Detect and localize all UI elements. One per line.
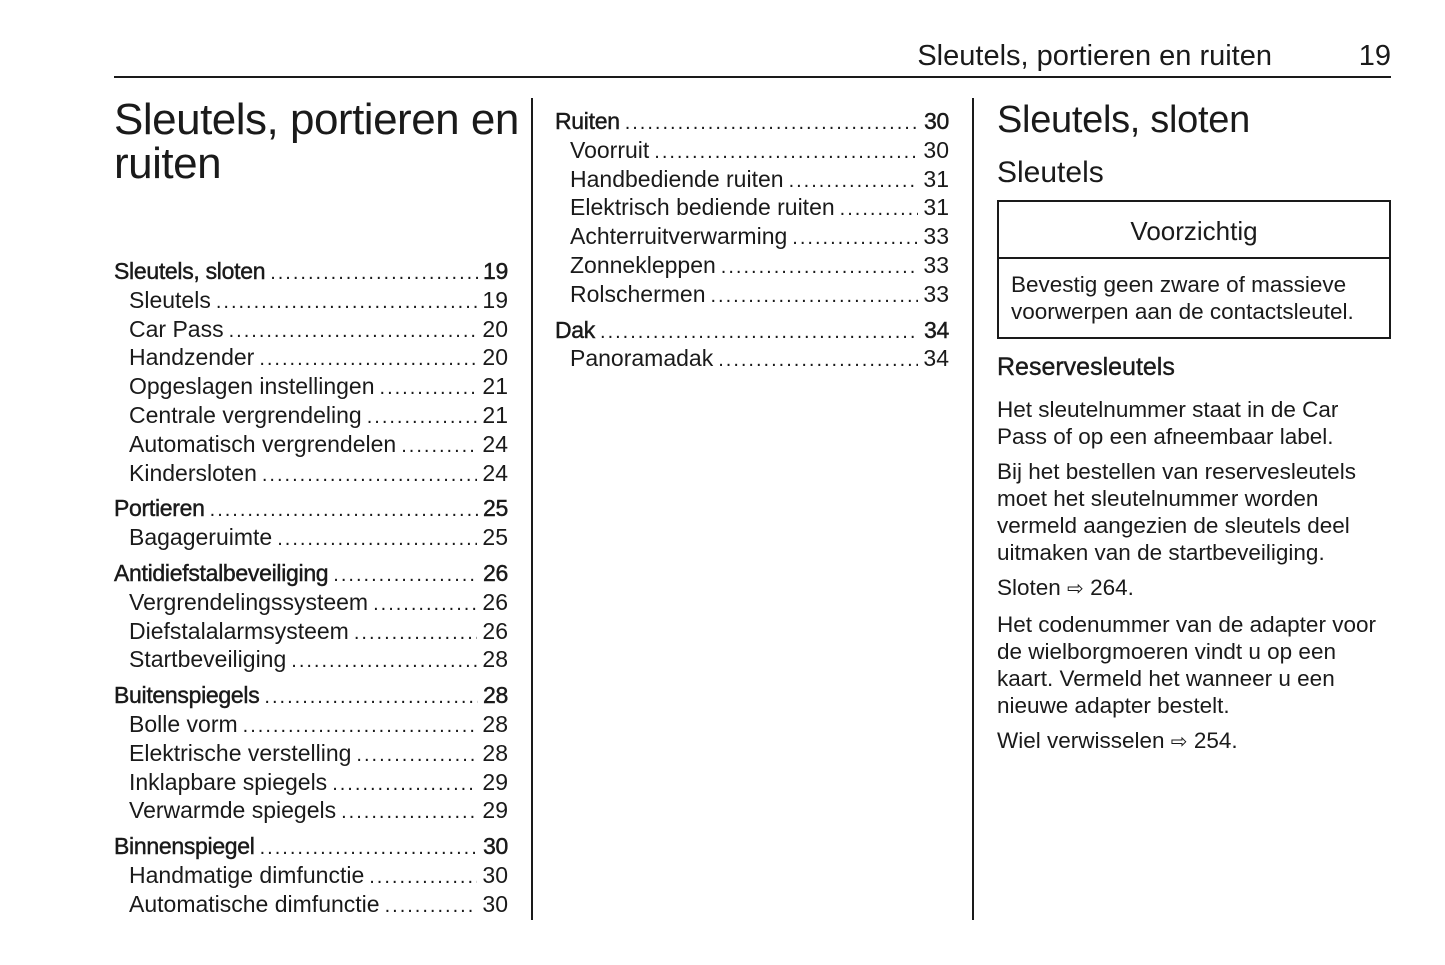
toc-leader-dots [711, 281, 919, 310]
chapter-title: Sleutels, portieren en ruiten [114, 95, 519, 188]
cross-reference[interactable] [997, 574, 1391, 603]
toc-leader-dots [354, 618, 478, 647]
toc-entry-main[interactable] [114, 682, 508, 711]
toc-entry-sub[interactable] [114, 460, 508, 489]
toc-entry-label: Car Pass [129, 315, 224, 342]
toc-leader-dots [380, 373, 478, 402]
toc-entry-sub[interactable] [114, 316, 508, 345]
toc-entry-label: Voorruit [570, 136, 650, 163]
toc-entry-page: 28 [482, 710, 508, 737]
toc-entry-sub[interactable] [555, 166, 949, 195]
toc-left-column [114, 258, 508, 927]
toc-entry-label: Elektrisch bediende ruiten [570, 194, 835, 221]
toc-group [114, 560, 508, 675]
toc-entry-main[interactable] [114, 495, 508, 524]
toc-entry-label: Ruiten [555, 108, 620, 134]
toc-entry-sub[interactable] [114, 618, 508, 647]
toc-entry-page: 19 [482, 286, 508, 313]
toc-leader-dots [792, 223, 918, 252]
toc-leader-dots [229, 316, 478, 345]
toc-leader-dots [264, 682, 478, 711]
toc-entry-page: 20 [482, 344, 508, 371]
toc-leader-dots [373, 589, 477, 618]
toc-entry-page: 26 [482, 617, 508, 644]
toc-entry-label: Verwarmde spiegels [129, 797, 337, 824]
toc-leader-dots [721, 252, 919, 281]
toc-entry-page: 30 [923, 136, 949, 163]
toc-middle-column [555, 108, 949, 381]
caution-title: Voorzichtig [999, 202, 1389, 259]
toc-entry-page: 26 [482, 588, 508, 615]
toc-entry-page: 33 [923, 280, 949, 307]
toc-leader-dots [332, 769, 477, 798]
toc-entry-label: Handzender [129, 344, 255, 371]
toc-entry-main[interactable] [555, 317, 949, 346]
toc-leader-dots [654, 137, 918, 166]
toc-entry-sub[interactable] [114, 740, 508, 769]
toc-leader-dots [333, 560, 478, 589]
column-divider-1 [531, 98, 533, 920]
toc-entry-label: Automatische dimfunctie [129, 890, 380, 917]
toc-entry-page: 34 [924, 316, 949, 343]
toc-entry-sub[interactable] [114, 769, 508, 798]
toc-leader-dots [341, 797, 477, 826]
toc-entry-label: Startbeveiliging [129, 646, 287, 673]
toc-entry-sub[interactable] [114, 797, 508, 826]
toc-entry-label: Elektrische verstelling [129, 739, 352, 766]
toc-entry-label: Kindersloten [129, 459, 257, 486]
toc-entry-page: 28 [483, 682, 508, 709]
toc-leader-dots [291, 646, 477, 675]
toc-entry-label: Handmatige dimfunctie [129, 861, 365, 888]
toc-entry-page: 30 [483, 833, 508, 860]
subsection-heading: Sleutels [997, 156, 1104, 189]
toc-entry-label: Diefstalalarmsysteem [129, 617, 349, 644]
toc-leader-dots [270, 258, 478, 287]
toc-entry-page: 26 [483, 559, 508, 586]
toc-entry-label: Bagageruimte [129, 524, 273, 551]
caution-text: Bevestig geen zware of massieve voorwerpen aan de contactsleutel. [1011, 272, 1354, 324]
toc-entry-main[interactable] [114, 833, 508, 862]
toc-entry-label: Inklapbare spiegels [129, 768, 328, 795]
page-number: 19 [1358, 40, 1391, 72]
toc-group [114, 682, 508, 826]
toc-entry-page: 28 [482, 646, 508, 673]
toc-entry-label: Panoramadak [570, 345, 714, 372]
toc-entry-main[interactable] [114, 560, 508, 589]
toc-entry-page: 34 [923, 345, 949, 372]
toc-leader-dots [210, 495, 478, 524]
toc-group [114, 495, 508, 553]
toc-entry-main[interactable] [555, 108, 949, 137]
paragraph: Het sleutelnummer staat in de Car Pass of op een afneembaar label. [997, 397, 1339, 449]
toc-entry-sub[interactable] [555, 252, 949, 281]
toc-leader-dots [401, 431, 477, 460]
toc-entry-label: Vergrendelingssysteem [129, 588, 369, 615]
toc-entry-sub[interactable] [114, 862, 508, 891]
toc-entry-page: 21 [482, 401, 508, 428]
toc-entry-label: Opgeslagen instellingen [129, 373, 375, 400]
section-content [997, 98, 1391, 764]
toc-entry-page: 24 [482, 459, 508, 486]
toc-entry-label: Handbediende ruiten [570, 165, 784, 192]
toc-leader-dots [367, 402, 478, 431]
toc-entry-sub[interactable] [114, 589, 508, 618]
toc-entry-label: Sleutels, sloten [114, 258, 266, 284]
running-header-title: Sleutels, portieren en ruiten [917, 40, 1272, 72]
toc-entry-label: Binnenspiegel [114, 833, 255, 860]
header-rule [114, 76, 1391, 78]
arrow-reference-icon: ⇨ [1067, 578, 1084, 600]
paragraph: Het codenummer van de adapter voor de wielborgmoeren vindt u op een kaart. Vermeld het wanneer u een nieuwe adapter bestelt. [997, 612, 1376, 718]
toc-entry-sub[interactable] [555, 223, 949, 252]
toc-leader-dots [262, 460, 478, 489]
toc-entry-page: 33 [923, 251, 949, 278]
toc-entry-sub[interactable] [114, 431, 508, 460]
toc-entry-sub[interactable] [555, 345, 949, 374]
toc-entry-page: 33 [923, 223, 949, 250]
toc-entry-page: 20 [482, 315, 508, 342]
toc-entry-sub[interactable] [114, 402, 508, 431]
toc-group [114, 258, 508, 488]
paragraph: Bij het bestellen van reservesleutels moet het sleutelnummer worden vermeld aangezien de sleutels deel uitmaken van de startbeveiliging. [997, 459, 1356, 565]
toc-entry-page: 28 [482, 739, 508, 766]
toc-entry-page: 24 [482, 430, 508, 457]
section-heading: Sleutels, sloten [997, 99, 1250, 141]
cross-reference-page: 254. [1193, 728, 1238, 753]
toc-entry-sub[interactable] [555, 137, 949, 166]
toc-entry-label: Dak [555, 316, 596, 343]
toc-entry-page: 25 [482, 524, 508, 551]
cross-reference-page: 264. [1090, 575, 1134, 600]
toc-entry-page: 29 [482, 768, 508, 795]
toc-leader-dots [789, 166, 919, 195]
toc-entry-label: Rolschermen [570, 280, 706, 307]
toc-entry-sub[interactable] [114, 711, 508, 740]
toc-entry-label: Bolle vorm [129, 710, 238, 737]
cross-reference[interactable] [997, 727, 1391, 756]
toc-leader-dots [840, 194, 919, 223]
toc-group [114, 833, 508, 919]
toc-entry-sub[interactable] [555, 194, 949, 223]
toc-entry-sub[interactable] [114, 373, 508, 402]
toc-leader-dots [600, 317, 919, 346]
toc-group [555, 108, 949, 310]
toc-entry-label: Buitenspiegels [114, 682, 260, 709]
toc-entry-sub[interactable] [114, 287, 508, 316]
toc-entry-main[interactable] [114, 258, 508, 287]
toc-group [555, 317, 949, 375]
toc-entry-label: Portieren [114, 495, 205, 522]
toc-entry-page: 30 [924, 108, 949, 134]
toc-leader-dots [277, 524, 477, 553]
toc-leader-dots [718, 345, 918, 374]
toc-entry-sub[interactable] [114, 646, 508, 675]
toc-leader-dots [356, 740, 477, 769]
toc-entry-page: 31 [923, 165, 949, 192]
arrow-reference-icon: ⇨ [1170, 731, 1188, 753]
toc-entry-page: 25 [483, 495, 508, 522]
toc-entry-sub[interactable] [114, 524, 508, 553]
toc-entry-page: 31 [923, 194, 949, 221]
toc-entry-label: Antidiefstalbeveiliging [114, 559, 329, 586]
toc-entry-page: 19 [483, 258, 508, 284]
toc-entry-label: Achterruitverwarming [570, 223, 788, 250]
toc-entry-sub[interactable] [114, 344, 508, 373]
toc-leader-dots [243, 711, 478, 740]
cross-reference-text: Sloten [997, 575, 1061, 600]
toc-entry-sub[interactable] [555, 281, 949, 310]
toc-entry-page: 21 [482, 373, 508, 400]
toc-leader-dots [216, 287, 478, 316]
toc-leader-dots [625, 108, 919, 137]
cross-reference-text: Wiel verwisselen [997, 728, 1165, 753]
caution-box [997, 200, 1391, 339]
toc-entry-page: 30 [482, 861, 508, 888]
toc-entry-page: 30 [482, 890, 508, 917]
column-divider-2 [972, 98, 974, 920]
toc-leader-dots [259, 344, 477, 373]
reservesleutels-heading: Reservesleutels [997, 353, 1175, 381]
toc-entry-label: Centrale vergrendeling [129, 401, 362, 428]
toc-leader-dots [385, 891, 478, 920]
toc-entry-sub[interactable] [114, 891, 508, 920]
toc-entry-page: 29 [482, 797, 508, 824]
toc-entry-label: Automatisch vergrendelen [129, 430, 397, 457]
toc-leader-dots [369, 862, 477, 891]
toc-entry-label: Zonnekleppen [570, 251, 716, 278]
toc-entry-label: Sleutels [129, 286, 211, 313]
toc-leader-dots [260, 833, 478, 862]
